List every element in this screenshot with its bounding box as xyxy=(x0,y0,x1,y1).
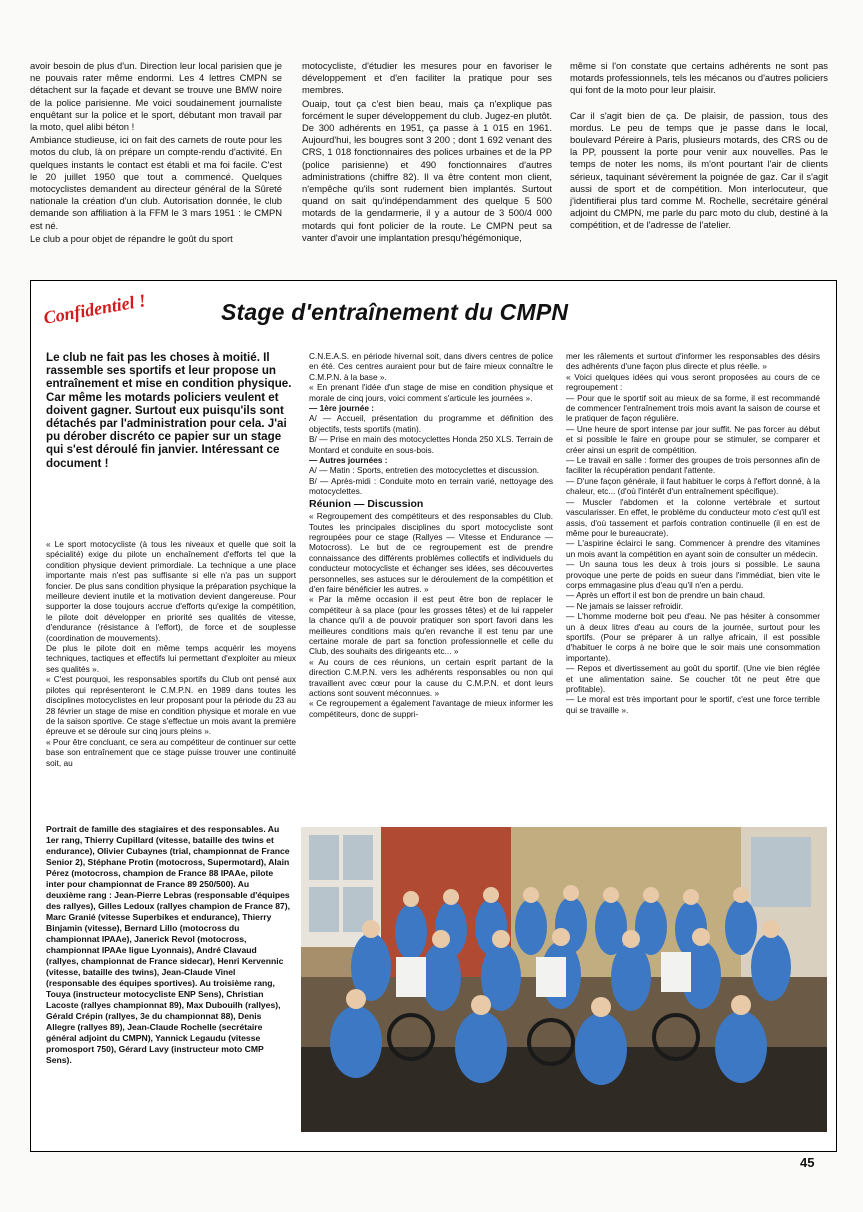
paragraph: C.N.E.A.S. en période hivernal soit, dans divers centres de police en été. Ces centres auraient pour but de faire mieux connaître le C.M.P.N. à la base ». xyxy=(309,351,553,382)
paragraph: même si l'on constate que certains adhérents ne sont pas motards professionnels, tels les mécanos ou d'autres policiers qui font de la moto pour leur plaisir. xyxy=(570,60,828,96)
paragraph: Car il s'agit bien de ça. De plaisir, de passion, tous des mordus. Le peu de temps que je passe dans le local, boulevard Péreire à Paris, plusieurs motards, des CRS ou de la PP, poussent la porte pour venir aux nouvelles. Pas le temps de noter les noms, ils m'ont pourtant l'air de clients sérieux, taquinant sévèrement la poignée de gaz. Car il s'agit aussi de sport et de compétition. Mon interlocuteur, que j'identifierai plus tard comme M. Rochelle, secrétaire général adjoint du CMPN, me parle du parc moto du club, destiné à la compétition, et de l'adresse de l'atelier. xyxy=(570,109,828,231)
paragraph: De plus le pilote doit en même temps acquérir les moyens techniques, tactiques et effectifs lui permettant d'exploiter au mieux ses qualités ». xyxy=(46,643,296,674)
paragraph: — Une heure de sport intense par jour suffit. Ne pas forcer au début et si possible le faire en groupe pour se stimuler, se comparer et créer ainsi un esprit de compétition. xyxy=(566,423,820,455)
box-column-2 xyxy=(309,351,553,719)
intro-column-3 xyxy=(570,60,828,233)
team-photo xyxy=(301,827,827,1132)
paragraph: motocycliste, d'étudier les mesures pour en favoriser le développement et d'en faciliter la pratique pour ses membres. xyxy=(302,60,552,96)
box-column-3 xyxy=(566,351,820,715)
paragraph: B/ — Prise en main des motocyclettes Honda 250 XLS. Terrain de Montard et conduite en sous-bois. xyxy=(309,434,553,455)
paragraph: — Le travail en salle : former des groupes de trois personnes afin de faciliter la récupération pendant l'attente. xyxy=(566,455,820,476)
paragraph: — Après un effort il est bon de prendre un bain chaud. xyxy=(566,590,766,601)
paragraph: A/ — Accueil, présentation du programme et définition des objectifs, tests sportifs (matin). xyxy=(309,413,553,434)
paragraph: — Muscler l'abdomen et la colonne vertébrale et surtout vascularisser. En effet, le problème du conducteur moto c'est qu'il est assis, d'où tassement et parfois contration continuelle (il en est de même pour le bureaucrate). xyxy=(566,496,820,538)
paragraph: A/ — Matin : Sports, entretien des motocyclettes et discussion. xyxy=(309,465,540,476)
paragraph: « Regroupement des compétiteurs et des responsables du Club. Toutes les principales disciplines du sport motocycliste sont regroupées pour ce stage (Rallyes — Vitesse et Endurance — Motocross). Le but de ce regroupement est de prendre connaissance des différents problèmes collectifs et individuels du conducteur motocycliste et échanger ses idées, ses découvertes personnelles, ses astuces sur le déroulement de la compétition et d'en faire bénéficier les autres. » xyxy=(309,511,553,594)
intro-column-1 xyxy=(30,60,282,246)
paragraph: Ouaip, tout ça c'est bien beau, mais ça n'explique pas forcément le super développement du club. Jugez-en plutôt. De 300 adhérents en 1951, ça passe à 1 015 en 1961. Aujourd'hui, les bougres sont 3 200 ; dont 1 692 venant des CRS, 1 018 fonctionnaires des polices urbaines et de la PP (police parisienne) et 490 fonctionnaires d'autres administrations (chiffre 82). Il va être content mon client, n'empêche qu'ils sont rudement bien implantés. Surtout quand on sait qu'indépendamment des quelque 5 500 motards de la gendarmerie, il y a autour de 3 500/4 000 motards qui font policier de la route. Le CMPN peut sa vanter d'avoir une implantation presqu'hégémonique, xyxy=(302,97,552,243)
paragraph: Ambiance studieuse, ici on fait des carnets de route pour les motos du club, là on prépare un compte-rendu d'activité. En quelques instants le contact est établi et ma foi facile. C'est le 20 juillet 1950 que tout a commencé. Quelques motocyclistes demandent au directeur général de la Sûreté nationale la création d'un club. Autorisation donnée, le club demande son affiliation à la FFM le 3 mars 1951 : le CMPN est né. xyxy=(30,134,282,231)
paragraph: « En prenant l'idée d'un stage de mise en condition physique et morale de cinq jours, voici comment s'articule les journées ». xyxy=(309,382,553,403)
article-intro xyxy=(30,60,838,275)
paragraph: « Ce regroupement a également l'avantage de mieux informer les compétiteurs, donc de suppri- xyxy=(309,698,553,719)
paragraph: Le club a pour objet de répandre le goût du sport xyxy=(30,232,233,244)
paragraph: « C'est pourquoi, les responsables sportifs du Club ont pensé aux pilotes qui représenteront le C.M.P.N. en 1989 dans toutes les disciplines motocyclistes en leur proposant pour la période du 23 au 28 février un stage de mise en condition physique et morale en vue de la saison sportive. Ce stage s'effectue un mois avant la première épreuve et se déroule sur cinq jours pleins ». xyxy=(46,674,296,737)
paragraph: « Au cours de ces réunions, un certain esprit partant de la direction C.M.P.N. vers les adhérents responsables ou non qui travaillent avec cœur pour la cause du C.M.P.N. et dont leurs actions sont souvent méconnues. » xyxy=(309,656,553,698)
paragraph: — Repos et divertissement au goût du sportif. (Une vie bien réglée et une alimentation saine. Se coucher tôt ne peut être que profitable). xyxy=(566,663,820,694)
paragraph: mer les râlements et surtout d'informer les responsables des désirs des adhérents d'une façon plus directe et plus réelle. » xyxy=(566,351,820,372)
paragraph: — D'une façon générale, il faut habituer le corps à l'effort donné, à la chaleur, etc... (d'où l'intérêt d'un entraînement spécifique). xyxy=(566,475,820,497)
paragraph: « Pour être concluant, ce sera au compétiteur de continuer sur cette base son entraînement que ce stage puisse trouver une continuité soit, au xyxy=(46,736,296,768)
paragraph: — 1ère journée : xyxy=(309,403,375,414)
subheading: Réunion — Discussion xyxy=(309,497,424,510)
intro-column-2 xyxy=(302,60,552,245)
box-lead: Le club ne fait pas les choses à moitié. Il rassemble ses sportifs et leur propose un entraînement et mise en condition physique. Car même les motards policiers veulent et doivent gagner. Surtout eux puisqu'ils sont détachés par l'administration pour cela. J'ai pu dérober discréto ce papier sur un stage qui s'est déroulé fin janvier. Intéressant ce document ! xyxy=(46,351,292,470)
page-number: 45 xyxy=(800,1155,815,1170)
paragraph: — L'homme moderne boit peu d'eau. Ne pas hésiter à consommer un à deux litres d'eau au cours de la journée, surtout pour les sportifs. (Pour se préparer à un rallye africain, il est possible d'habituer le corps à ne boire que le soir mais une consommation importante). xyxy=(566,611,820,663)
paragraph: — Autres journées : xyxy=(309,455,388,466)
paragraph: « Le sport motocycliste (à tous les niveaux et quelle que soit la spécialité) exige du pilote un enchaînement d'efforts tel que la condition physique devient primordiale. La technique a une place importante mais n'est pas suffisante si elle n'a pas un support foncier. De plus sans condition physique la préparation psychique la meilleure devient inutile et la motivation devient dangereuse. Pour supporter la dose toujours accrue d'efforts qu'exige la compétition, le pilote doit développer en priorité ses qualités de vitesse, d'endurance (résistance à l'effort), de force et de souplesse (coordination de mouvements). xyxy=(46,539,296,643)
confidentiel-tag: Confidentiel ! xyxy=(41,290,148,328)
sidebar-box xyxy=(30,280,837,1152)
paragraph: — Un sauna tous les deux à trois jours si possible. Le sauna provoque une perte de poids en sueur dans l'immédiat, bien vite le corps emmagasine plus d'eau qu'il n'en a perdu. xyxy=(566,559,820,590)
paragraph: — L'aspirine éclairci le sang. Commencer à prendre des vitamines un mois avant la compétition en ayant soin de consulter un médecin. xyxy=(566,538,820,559)
box-column-1 xyxy=(46,539,296,768)
photo-caption: Portrait de famille des stagiaires et des responsables. Au 1er rang, Thierry Cupillard (vitesse, bataille des twins et endurance), Olivier Cubaynes (trial, championnat de France Senior 2), Stéphane Protin (motocross, Supermotard), Alain Pérez (motocross, champion de France 88 IPAAe, pilote inter pour championnat de France 89 250/500). Au deuxième rang : Jean-Pierre Lebras (responsable d'équipes des rallyes), Gilles Ledoux (rallyes champion de France 87), Marc Granié (vitesse Superbikes et endurance), Thierry Binjamin (vitesse), Bernard Lillo (motocross du championnat IPAAe), Janerick Revol (motocross, championnat IPAAe ligue Lyonnais), André Clavaud (rallyes, championnat de France sidecar), Henri Kervennic (vitesse, bataille des twins), Jean-Claude Vinel (responsable des équipes sportives). Au troisième rang, Touya (instructeur motocycliste ENP Sens), Christian Lacoste (rallyes championnat 89), Max Dubouilh (rallyes), Gérald Crépin (rallyes, 3e du championnat 88), Denis Allegre (rallyes 89), Jean-Claude Rochelle (secrétaire général adjoint du CMPN), Yannick Legaudu (vitesse promosport 750), Gérard Lavy (instructeur moto CMP Sens). xyxy=(46,824,291,1065)
box-title: Stage d'entraînement du CMPN xyxy=(221,299,569,325)
paragraph: avoir besoin de plus d'un. Direction leur local parisien que je ne pouvais rater même endormi. Les 4 lettres CMPN se détachent sur la façade et devant se trouve une BMW noire de la police parisienne. Me voici soudainement journaliste enquêtant sur la police et le sport, débutant mon travail par la moto, quel alibi béton ! xyxy=(30,60,282,133)
paragraph: « Voici quelques idées qui vous seront proposées au cours de ce regroupement : xyxy=(566,371,820,393)
paragraph: — Le moral est très important pour le sportif, c'est une force terrible qui se travaille ». xyxy=(566,694,820,715)
paragraph: « Par la même occasion il est peut être bon de replacer le compétiteur à sa place (pour les grosses têtes) et de lui rappeler la chance qu'il a de pouvoir pratiquer son sport favori dans les meilleures conditions mais qu'en revanche il est tenu par une certaine morale de part sa fonction professionnelle et celle du Club, des souhaits des dirigeants etc... » xyxy=(309,594,553,657)
paragraph: — Ne jamais se laisser refroidir. xyxy=(566,600,684,611)
paragraph: B/ — Après-midi : Conduite moto en terrain varié, nettoyage des motocyclettes. xyxy=(309,475,553,497)
paragraph: — Pour que le sportif soit au mieux de sa forme, il est recommandé de commencer l'entraînement trois mois avant la saison de course et le pratiquer de façon régulière. xyxy=(566,392,820,424)
